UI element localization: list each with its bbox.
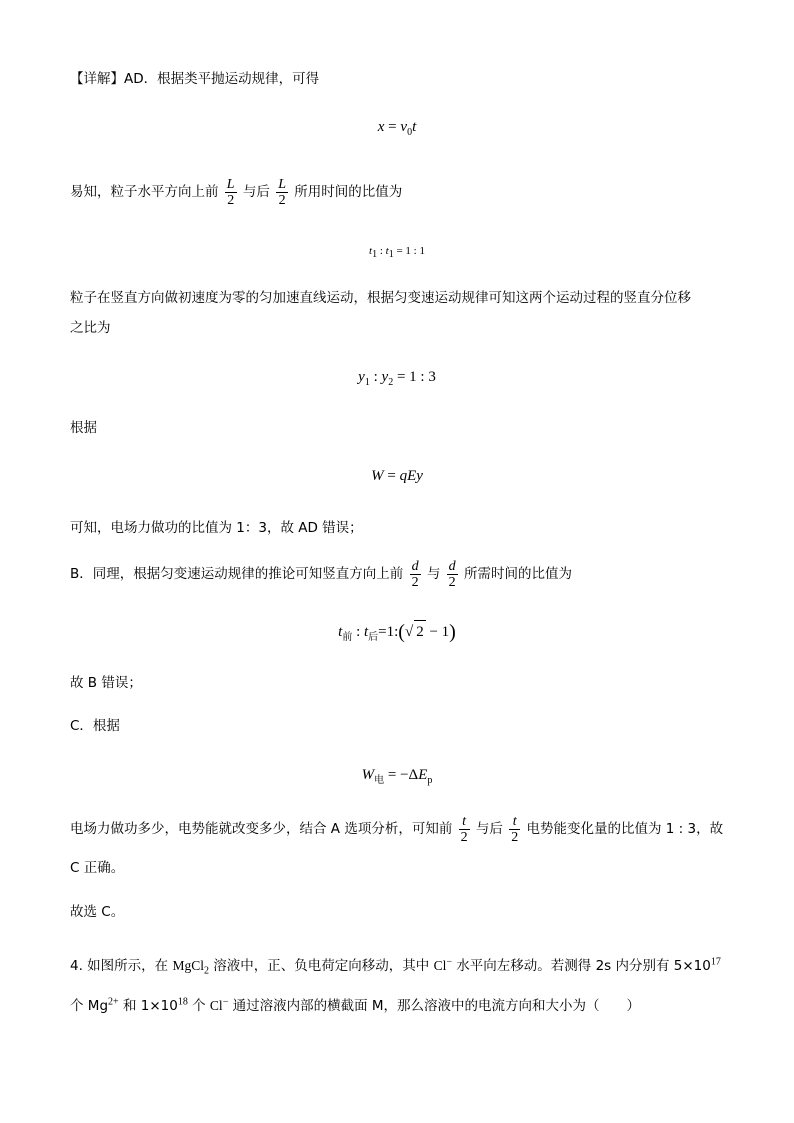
q4-l1b: 溶液中，正、负电荷定向移动，其中: [208, 958, 434, 974]
eq1-sub: 0: [407, 127, 413, 138]
fraction-d-over-2-a: [410, 559, 421, 590]
p9-pre: 电场力做功多少，电势能就改变多少，结合 A 选项分析，可知前: [70, 821, 453, 837]
paragraph-vertical-motion-1: 粒子在竖直方向做初速度为零的匀加速直线运动，根据匀变速运动规律可知这两个运动过程的竖直分位移: [70, 290, 691, 306]
eq2-s2: 1: [388, 249, 394, 261]
fraction-t-over-2-b: [509, 814, 520, 845]
fraction-l-over-2-b: [276, 177, 288, 208]
q4-cl: Cl: [433, 958, 447, 973]
eq4-lhs: W: [371, 468, 384, 484]
equation-w-delta-ep: [0, 764, 794, 786]
eq3-rhs: = 1 : 3: [393, 369, 436, 385]
q4-exp18: 18: [177, 996, 188, 1008]
q4-mgsub: 2: [203, 965, 209, 977]
eq5-rhs: =1:: [378, 624, 399, 640]
eq5-t1: t: [338, 624, 343, 640]
p9-mid: 与后: [475, 821, 503, 837]
frac-num: L: [226, 176, 235, 192]
fraction-l-over-2-a: [225, 177, 237, 208]
eq4-rhs: qEy: [399, 468, 423, 484]
eq1-v: v: [400, 119, 408, 135]
equation-x-v0t: [0, 116, 794, 138]
detail-intro-text: AD．根据类平抛运动规律，可得: [124, 71, 320, 87]
eq1-equals: =: [384, 119, 401, 135]
q4-l2d: 通过溶液内部的横截面 M，那么溶液中的电流方向和大小为（ ）: [228, 998, 641, 1014]
eq5-s2: 后: [368, 632, 379, 643]
eq5-minus: − 1: [425, 624, 450, 640]
eq3-y2: y: [381, 369, 389, 385]
q4-cl2: Cl: [209, 998, 223, 1013]
eq2-rhs: = 1 : 1: [393, 245, 425, 257]
fraction-t-over-2-a: [459, 814, 470, 845]
equation-w-qey: [0, 465, 794, 487]
p2-mid: 与后: [242, 184, 270, 200]
eq3-colon: :: [369, 369, 382, 385]
eq5-t2: t: [363, 624, 369, 640]
eq3-s1: 1: [364, 377, 370, 388]
eq5-s1: 前: [342, 632, 353, 643]
eq6-equals: = −Δ: [384, 767, 419, 783]
eq2-colon: :: [377, 245, 386, 257]
eq3-s2: 2: [388, 377, 394, 388]
equation-t1-t1-ratio: [0, 240, 794, 262]
eq2-s1: 1: [372, 249, 378, 261]
q4-exp17: 17: [710, 956, 721, 968]
frac-den: 2: [411, 574, 419, 590]
q4-cl2sup: −: [222, 996, 229, 1008]
eq4-equals: =: [383, 468, 400, 484]
frac-num: t: [512, 813, 517, 829]
question-4-line-2: [70, 993, 640, 1019]
frac-den: 2: [278, 192, 286, 208]
eq1-t: t: [412, 119, 417, 135]
equation-t-front-back-ratio: [0, 620, 794, 643]
question-4-line-1: [70, 953, 721, 979]
left-paren: (: [398, 621, 405, 643]
eq2-t2: t: [385, 245, 389, 257]
sqrt-symbol: √: [404, 624, 414, 640]
eq2-t1: t: [369, 245, 373, 257]
paragraph-choose-c: 故选 C。: [70, 904, 125, 920]
frac-den: 2: [460, 829, 468, 845]
fraction-d-over-2-b: [447, 559, 458, 590]
paragraph-c-correct: C 正确。: [70, 860, 125, 876]
paragraph-according: 根据: [70, 420, 97, 436]
p2-pre: 易知，粒子水平方向上前: [70, 184, 219, 200]
frac-num: d: [448, 558, 456, 574]
right-paren: ): [449, 621, 456, 643]
frac-den: 2: [448, 574, 456, 590]
q4-mg: MgCl: [172, 958, 204, 973]
equation-y1-y2-ratio: [0, 366, 794, 388]
eq6-sub: 电: [374, 775, 385, 786]
frac-den: 2: [227, 192, 235, 208]
detail-heading: 【详解】: [70, 71, 124, 87]
eq6-e: E: [418, 767, 428, 783]
p6-pre: B．同理，根据匀变速运动规律的推论可知竖直方向上前: [70, 566, 404, 582]
paragraph-vertical-motion-2: 之比为: [70, 320, 111, 336]
paragraph-work-ratio: 可知，电场力做功的比值为 1：3，故 AD 错误；: [70, 520, 363, 536]
q4-l2a: 个 Mg: [70, 998, 109, 1014]
frac-num: d: [411, 558, 419, 574]
paragraph-option-b: [70, 554, 572, 594]
p2-post: 所用时间的比值为: [294, 184, 403, 200]
paragraph-potential-energy: [70, 809, 723, 849]
eq6-lhs: W: [361, 767, 375, 783]
paragraph-b-wrong: 故 B 错误；: [70, 675, 142, 691]
frac-num: L: [278, 176, 286, 192]
eq1-x: x: [377, 119, 385, 135]
paragraph-option-c: C．根据: [70, 718, 120, 734]
q4-clsup: −: [446, 956, 452, 968]
eq5-colon: :: [352, 624, 364, 640]
frac-den: 2: [511, 829, 519, 845]
eq3-y1: y: [358, 369, 365, 385]
q4-l2c: 个: [187, 998, 210, 1014]
q4-mgsup: 2+: [108, 996, 119, 1008]
p6-mid: 与: [426, 566, 441, 582]
p6-post: 所需时间的比值为: [463, 566, 572, 582]
q4-l2b: 和 1×10: [118, 998, 178, 1014]
q4-l1a: 4. 如图所示，在: [70, 958, 173, 974]
paragraph-detail-intro: [70, 69, 319, 89]
eq6-esub: p: [427, 775, 433, 786]
q4-l1c: 水平向左移动。若测得 2s 内分别有 5×10: [451, 958, 711, 974]
sqrt-radicand: 2: [414, 620, 426, 643]
paragraph-horizontal-time: [70, 172, 402, 212]
frac-num: t: [462, 813, 467, 829]
p9-post: 电势能变化量的比值为 1 : 3，故: [526, 821, 724, 837]
